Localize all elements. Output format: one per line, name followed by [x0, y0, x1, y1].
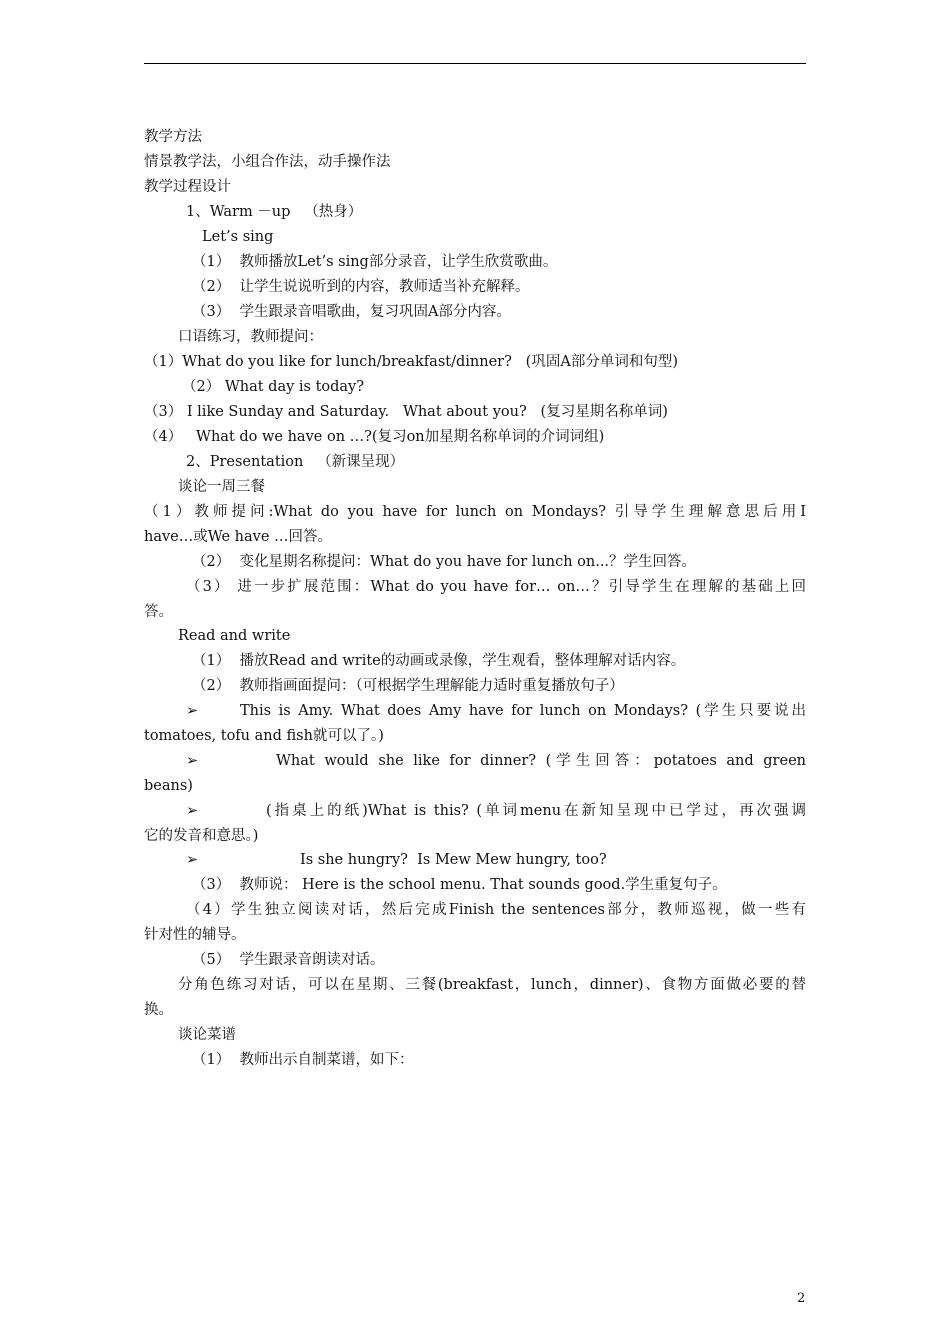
- text-line: This is Amy. What does Amy have for lunch on Mondays? (学生只要说出: [240, 703, 806, 719]
- text-line: beans): [144, 778, 193, 794]
- subheading-oral-practice: 口语练习，教师提问：: [178, 329, 323, 345]
- heading-process-design: 教学过程设计: [144, 179, 231, 195]
- text-line: （2） 教师指画面提问：（可根据学生理解能力适时重复播放句子）: [192, 678, 624, 694]
- text-line: （4） What do we have on …?(复习on加星期名称单词的介词词组): [144, 429, 605, 445]
- text-line: （2） 变化星期名称提问：What do you have for lunch on...？学生回答。: [192, 554, 697, 570]
- text-line: 答。: [144, 604, 173, 620]
- step-warm-up: 1、Warm －up （热身）: [186, 204, 363, 220]
- text-line: tomatoes, tofu and fish就可以了。): [144, 728, 384, 744]
- page-number: 2: [797, 1291, 806, 1306]
- bullet-icon: ➢: [186, 852, 199, 868]
- text-line: （1） 教师出示自制菜谱，如下：: [192, 1052, 414, 1068]
- bullet-icon: ➢: [186, 753, 199, 769]
- text-line: （1）What do you like for lunch/breakfast/dinner? (巩固A部分单词和句型): [144, 354, 678, 370]
- step-presentation: 2、Presentation （新课呈现）: [186, 454, 405, 470]
- text-line: 换。: [144, 1002, 173, 1018]
- text-line: （3） 学生跟录音唱歌曲，复习巩固A部分内容。: [192, 304, 511, 320]
- text-line: （4）学生独立阅读对话，然后完成Finish the sentences部分，教师巡视，做一些有: [186, 902, 806, 918]
- text-line: (指桌上的纸)What is this? (单词menu在新知呈现中已学过，再次强调: [266, 803, 806, 819]
- header-rule: [144, 63, 806, 64]
- text-line: 分角色练习对话，可以在星期、三餐(breakfast，lunch，dinner)、食物方面做必要的替: [178, 977, 806, 993]
- heading-teaching-methods: 教学方法: [144, 129, 202, 145]
- text-line: （3） 教师说： Here is the school menu. That sounds good.学生重复句子。: [192, 877, 727, 893]
- text-line: 针对性的辅导。: [144, 927, 246, 943]
- subheading-lets-sing: Let’s sing: [202, 229, 274, 245]
- text-line: （3） 进一步扩展范围：What do you have for… on…？引导学生在理解的基础上回: [186, 579, 806, 595]
- text-line: （5） 学生跟录音朗读对话。: [192, 952, 385, 968]
- text-line: （3） I like Sunday and Saturday. What about you? (复习星期名称单词): [144, 404, 668, 420]
- text-line: （1） 播放Read and write的动画或录像，学生观看，整体理解对话内容。: [192, 653, 686, 669]
- text-line: have…或We have …回答。: [144, 529, 333, 545]
- bullet-icon: ➢: [186, 703, 199, 719]
- text-line: （1）教师提问:What do you have for lunch on Mondays? 引导学生理解意思后用I: [144, 504, 806, 520]
- text-line: （2） 让学生说说听到的内容，教师适当补充解释。: [192, 279, 530, 295]
- text-line: What would she like for dinner? (学生回答：potatoes and green: [276, 753, 806, 769]
- bullet-icon: ➢: [186, 803, 199, 819]
- text-methods-list: 情景教学法，小组合作法，动手操作法: [144, 154, 391, 170]
- text-line: Is she hungry? Is Mew Mew hungry, too?: [300, 852, 607, 868]
- subheading-read-and-write: Read and write: [178, 628, 291, 644]
- text-line: （1） 教师播放Let’s sing部分录音，让学生欣赏歌曲。: [192, 254, 558, 270]
- text-line: 它的发音和意思。): [144, 828, 259, 844]
- subheading-three-meals: 谈论一周三餐: [178, 479, 265, 495]
- subheading-menu: 谈论菜谱: [178, 1027, 236, 1043]
- text-line: （2） What day is today?: [182, 379, 365, 395]
